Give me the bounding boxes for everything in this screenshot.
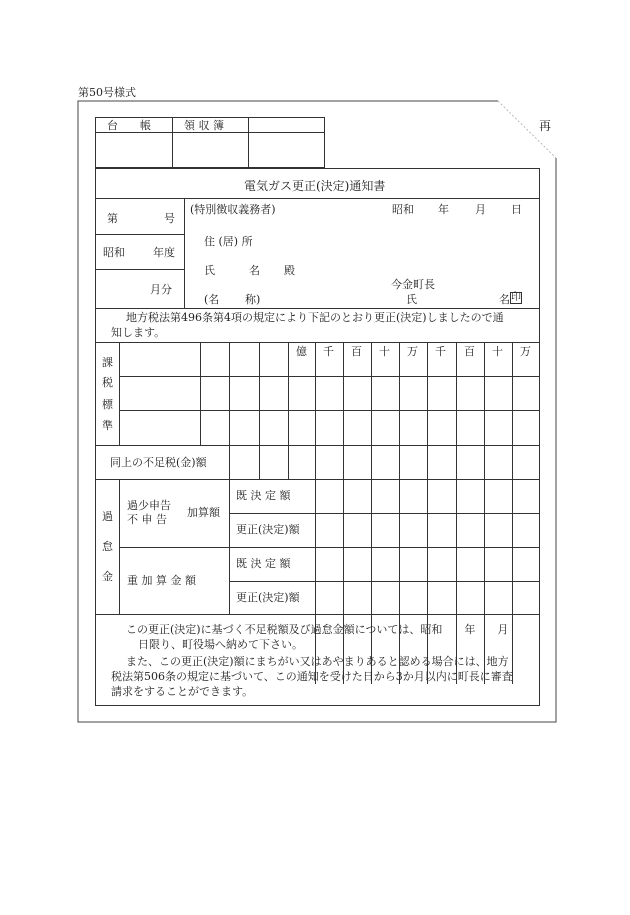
mayor-title: 今金町長 [391,278,435,291]
penalty-label-1: 過 [102,510,113,523]
special-collector: (特別徴収義務者) [190,203,276,216]
shortage-label: 同上の不足税(金)額 [110,456,207,469]
field-showa: 昭和 [103,246,125,259]
footer-line-4: 税法第506条の規定に基づいて、この通知を受けた日から3か月以内に町長に審査 [111,670,513,683]
seal-char: 印 [511,292,521,303]
unit-ju-2: 十 [492,345,503,358]
footer-line-5: 請求をすることができます。 [111,685,254,698]
date-tsuki: 月 [475,203,486,216]
kasho-shinkoku: 過少申告 [127,499,171,512]
notice-line-1: 地方税法第496条第4項の規定により下記のとおり更正(決定)しましたので通 [126,311,504,324]
unit-hyaku-1: 百 [351,345,362,358]
koseigaku-2: 更正(決定)額 [236,591,300,604]
ledger-daicho: 台 帳 [107,119,151,132]
unit-hyaku-2: 百 [464,345,475,358]
address-label: 住 (居) 所 [204,235,253,248]
tax-base-label-1: 課 [102,356,113,369]
notice-line-2: 知します。 [111,326,166,339]
unit-sen-2: 千 [435,345,446,358]
reissue-mark: 再 [539,119,552,133]
fu-shinkoku: 不 申 告 [127,513,167,526]
tax-base-label-3: 標 [102,398,113,411]
seal-box [510,292,522,304]
footer-line-1: この更正(決定)に基づく不足税額及び過怠金額については、昭和 年 月 [126,623,509,636]
unit-sen-1: 千 [323,345,334,358]
name-shi: 氏 [204,264,215,277]
name-mei: 名 [249,264,260,277]
tax-base-label-2: 税 [102,376,113,389]
date-nen: 年 [438,203,449,216]
unit-man-2: 万 [520,345,531,358]
notice-title: 電気ガス更正(決定)通知書 [244,179,386,193]
field-tsukibun: 月分 [150,283,172,296]
unit-man-1: 万 [407,345,418,358]
kasangaku: 加算額 [187,506,220,519]
footer-line-3: また、この更正(決定)額にまちがい又はあやまりあると認める場合には、地方 [126,655,509,668]
name-dono: 殿 [284,264,295,277]
footer-line-2: 日限り、町役場へ納めて下さい。 [138,638,303,651]
ledger-ryoshubo: 領 収 簿 [184,119,224,132]
koseigaku-1: 更正(決定)額 [236,523,300,536]
jukasankin: 重 加 算 金 額 [127,574,196,587]
date-showa: 昭和 [392,203,414,216]
meisho-open: (名 [204,293,220,306]
mayor-mei: 名 [499,293,510,306]
field-dai: 第 [107,212,118,225]
unit-ju-1: 十 [379,345,390,358]
mayor-shi: 氏 [406,293,417,306]
tax-base-label-4: 準 [102,419,113,432]
date-hi: 日 [511,203,522,216]
kiketteigaku-2: 既 決 定 額 [236,557,291,570]
field-go: 号 [164,212,175,225]
form-number: 第50号様式 [78,86,136,99]
field-nendo: 年度 [153,246,175,259]
kiketteigaku-1: 既 決 定 額 [236,489,291,502]
unit-oku: 億 [296,345,307,358]
meisho-close: 称) [245,293,261,306]
penalty-label-3: 金 [102,570,113,583]
penalty-label-2: 怠 [102,540,113,553]
